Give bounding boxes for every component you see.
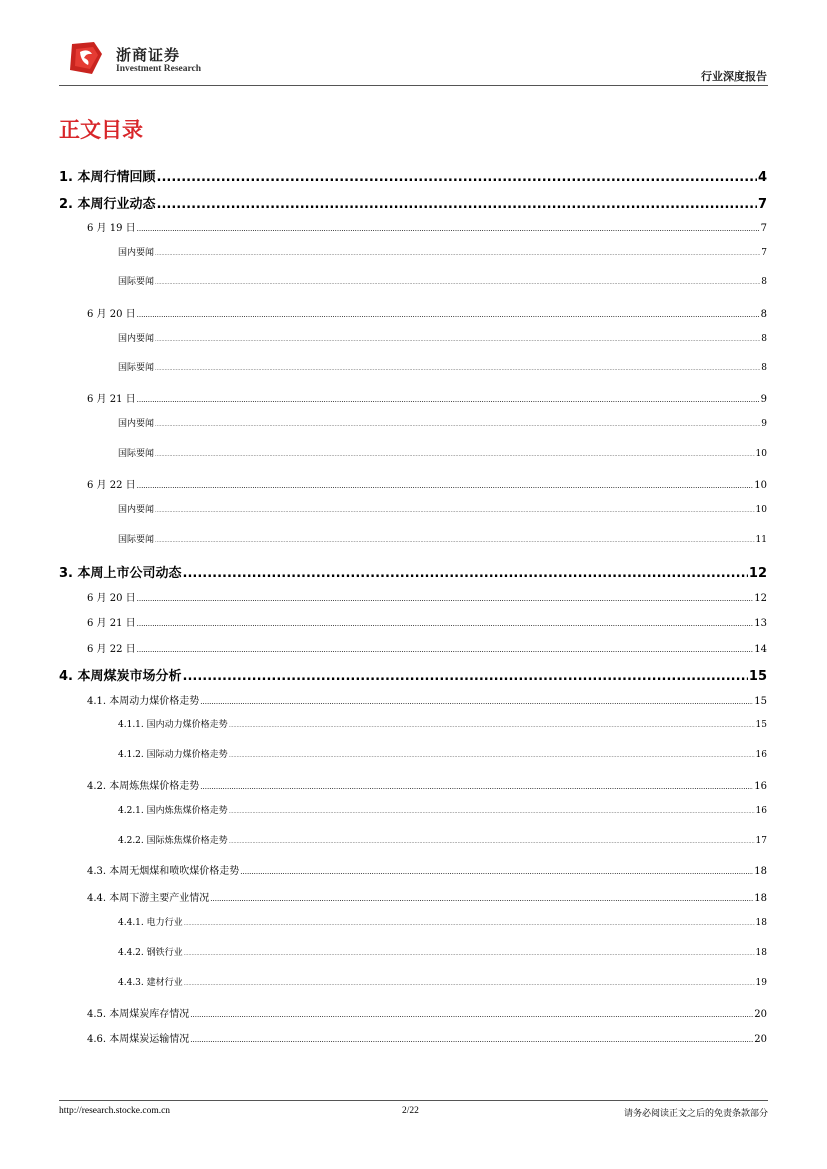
toc-entry-level-3[interactable] [118,331,767,344]
toc-entry-level-3[interactable] [118,416,767,429]
disclaimer-note: 请务必阅读正文之后的免责条款部分 [623,1109,768,1119]
toc-entry-level-2[interactable] [87,692,767,707]
toc-entry-label: 1. 本周行情回顾 [59,170,156,185]
toc-title: 正文目录 [59,118,143,142]
toc-entry-page: 7 [757,197,767,212]
toc-entry-label: 国内要闻 [118,248,155,258]
toc-entry-label: 6 月 21 日 [87,618,136,629]
toc-entry-page: 18 [755,918,767,928]
toc-entry-level-2[interactable] [87,640,767,655]
toc-entry-label: 3. 本周上市公司动态 [59,566,182,581]
toc-entry-label: 4.4.3. 建材行业 [118,978,183,988]
toc-entry-label: 6 月 22 日 [87,644,136,655]
toc-dot-leader [200,698,753,706]
toc-entry-level-2[interactable] [87,1005,767,1020]
toc-dot-leader [137,225,760,233]
toc-entry-label: 4.1.2. 国际动力煤价格走势 [118,750,228,760]
toc-entry-level-1[interactable] [59,166,767,185]
toc-entry-level-3[interactable] [118,274,767,287]
toc-dot-leader [190,1036,753,1044]
toc-dot-leader [155,280,760,286]
toc-entry-label: 4.5. 本周煤炭库存情况 [87,1009,190,1020]
toc-entry-page: 10 [755,505,767,515]
toc-dot-leader [155,251,760,257]
toc-dot-leader [137,595,754,603]
toc-entry-label: 4.4.2. 钢铁行业 [118,948,183,958]
toc-entry-level-2[interactable] [87,862,767,877]
toc-entry-level-3[interactable] [118,502,767,515]
header-divider [59,85,768,86]
toc-entry-page: 10 [755,449,767,459]
toc-entry-page: 20 [754,1009,767,1020]
toc-entry-page: 12 [754,593,767,604]
toc-entry-label: 6 月 19 日 [87,223,136,234]
toc-entry-label: 国际要闻 [118,277,155,287]
toc-dot-leader [183,669,748,684]
toc-dot-leader [184,981,755,987]
footer-divider [59,1100,768,1101]
toc-entry-page: 16 [755,806,767,816]
toc-entry-page: 10 [754,480,767,491]
report-type-label: 行业深度报告 [701,70,767,83]
toc-entry-level-1[interactable] [59,562,767,581]
toc-entry-label: 6 月 22 日 [87,480,136,491]
toc-entry-level-2[interactable] [87,219,767,234]
toc-entry-label: 4.2. 本周炼焦煤价格走势 [87,781,200,792]
toc-dot-leader [137,311,760,319]
toc-entry-page: 16 [755,750,767,760]
toc-dot-leader [157,197,757,212]
toc-entry-level-2[interactable] [87,614,767,629]
toc-entry-page: 8 [761,363,767,373]
toc-entry-label: 6 月 21 日 [87,394,136,405]
toc-entry-page: 15 [748,669,767,684]
toc-dot-leader [240,868,753,876]
logo-icon [66,40,106,76]
toc-dot-leader [155,508,755,514]
toc-entry-label: 2. 本周行业动态 [59,197,156,212]
toc-entry-label: 国内要闻 [118,505,155,515]
toc-entry-page: 20 [754,1034,767,1045]
page-number: 2/22 [402,1106,419,1116]
toc-entry-label: 4.1. 本周动力煤价格走势 [87,696,200,707]
toc-entry-level-3[interactable] [118,245,767,258]
toc-entry-label: 国内要闻 [118,334,155,344]
toc-dot-leader [137,620,754,628]
toc-entry-page: 18 [755,948,767,958]
toc-dot-leader [157,170,757,185]
toc-dot-leader [190,1011,753,1019]
toc-entry-level-3[interactable] [118,975,767,988]
toc-dot-leader [210,895,753,903]
toc-entry-label: 4.2.2. 国际炼焦煤价格走势 [118,836,228,846]
toc-entry-page: 19 [755,978,767,988]
toc-entry-page: 9 [761,419,767,429]
toc-dot-leader [229,809,755,815]
toc-dot-leader [200,783,753,791]
toc-entry-page: 12 [748,566,767,581]
toc-entry-level-2[interactable] [87,589,767,604]
toc-entry-level-2[interactable] [87,305,767,320]
toc-dot-leader [155,422,760,428]
toc-entry-label: 4.4.1. 电力行业 [118,918,183,928]
toc-dot-leader [184,921,755,927]
toc-dot-leader [155,452,755,458]
toc-entry-level-3[interactable] [118,717,767,730]
footer-url-link[interactable]: http://research.stocke.com.cn [59,1106,171,1116]
toc-entry-page: 4 [757,170,767,185]
toc-entry-page: 15 [754,696,767,707]
toc-dot-leader [229,753,755,759]
toc-entry-label: 6 月 20 日 [87,309,136,320]
toc-entry-level-3[interactable] [118,360,767,373]
toc-entry-label: 国际要闻 [118,449,155,459]
toc-entry-page: 15 [755,720,767,730]
toc-entry-level-3[interactable] [118,446,767,459]
toc-entry-page: 14 [754,644,767,655]
toc-entry-page: 8 [760,309,767,320]
toc-entry-label: 4.3. 本周无烟煤和喷吹煤价格走势 [87,866,240,877]
toc-dot-leader [229,839,755,845]
toc-dot-leader [137,482,754,490]
toc-entry-page: 13 [754,618,767,629]
toc-entry-level-2[interactable] [87,390,767,405]
toc-entry-label: 国际要闻 [118,363,155,373]
toc-entry-level-2[interactable] [87,1030,767,1045]
brand-name-en: Investment Research [116,64,202,74]
toc-entry-level-3[interactable] [118,803,767,816]
toc-entry-page: 8 [761,334,767,344]
toc-entry-level-3[interactable] [118,915,767,928]
toc-dot-leader [137,646,754,654]
toc-entry-page: 18 [754,893,767,904]
toc-entry-page: 16 [754,781,767,792]
toc-entry-level-3[interactable] [118,747,767,760]
toc-entry-label: 国际要闻 [118,535,155,545]
toc-entry-level-1[interactable] [59,665,767,684]
toc-dot-leader [184,951,755,957]
toc-entry-page: 18 [754,866,767,877]
toc-entry-label: 国内要闻 [118,419,155,429]
toc-entry-label: 4.1.1. 国内动力煤价格走势 [118,720,228,730]
toc-entry-level-2[interactable] [87,476,767,491]
toc-entry-page: 9 [760,394,767,405]
toc-dot-leader [155,337,760,343]
toc-entry-label: 6 月 20 日 [87,593,136,604]
toc-dot-leader [137,396,760,404]
toc-entry-level-2[interactable] [87,777,767,792]
toc-entry-level-1[interactable] [59,193,767,212]
toc-dot-leader [155,366,760,372]
toc-entry-label: 4. 本周煤炭市场分析 [59,669,182,684]
toc-dot-leader [229,723,755,729]
toc-entry-label: 4.6. 本周煤炭运输情况 [87,1034,190,1045]
toc-entry-page: 17 [755,836,767,846]
toc-entry-page: 7 [760,223,767,234]
toc-entry-page: 11 [755,535,767,545]
toc-entry-label: 4.4. 本周下游主要产业情况 [87,893,210,904]
toc-dot-leader [183,566,748,581]
toc-entry-label: 4.2.1. 国内炼焦煤价格走势 [118,806,228,816]
toc-entry-page: 7 [761,248,767,258]
brand-name-cn: 浙商证券 [116,46,181,64]
toc-entry-level-2[interactable] [87,889,767,904]
toc-entry-level-3[interactable] [118,833,767,846]
toc-entry-page: 8 [761,277,767,287]
toc-entry-level-3[interactable] [118,532,767,545]
toc-entry-level-3[interactable] [118,945,767,958]
toc-dot-leader [155,538,755,544]
